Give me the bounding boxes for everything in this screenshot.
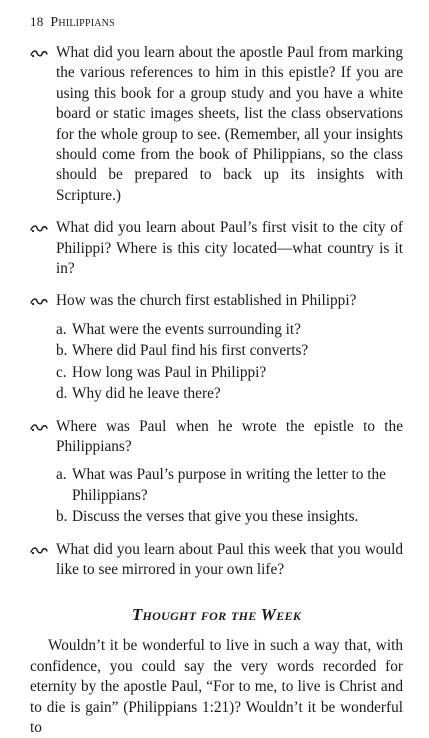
sub-question [56, 507, 403, 527]
discussion-question [30, 417, 403, 458]
sub-question-letter: a. [56, 466, 67, 484]
section-heading: Thought for the Week [131, 605, 302, 625]
swirl-ornament-icon [30, 297, 48, 307]
sub-question-list [56, 465, 403, 527]
sub-question [56, 465, 403, 506]
sub-question [56, 384, 403, 404]
discussion-question [30, 540, 403, 581]
question-text: What did you learn about Paul this week that you would like to see mirrored in your own life? [56, 540, 403, 578]
swirl-ornament-icon [30, 546, 48, 556]
sub-question [56, 341, 403, 361]
discussion-question [30, 218, 403, 279]
sub-question-text: Why did he leave there? [72, 385, 221, 403]
sub-question [56, 363, 403, 383]
book-title: Philippians [50, 15, 115, 30]
sub-question-text: Where did Paul find his first converts? [72, 342, 309, 360]
sub-question-text: What was Paul’s purpose in writing the letter to the Philippians? [72, 466, 386, 504]
sub-question-letter: c. [56, 363, 67, 381]
sub-question-list [56, 320, 403, 405]
swirl-ornament-icon [30, 224, 48, 234]
question-text: How was the church first established in Philippi? [56, 292, 357, 310]
sub-question-letter: d. [56, 385, 68, 403]
swirl-ornament-icon [30, 423, 48, 433]
discussion-question [30, 43, 403, 206]
swirl-ornament-icon [30, 49, 48, 59]
question-text: Where was Paul when he wrote the epistle to the Philippians? [56, 417, 403, 455]
sub-question-text: How long was Paul in Philippi? [72, 363, 267, 381]
sub-question-letter: a. [56, 320, 67, 338]
page-number: 18 [30, 14, 44, 29]
sub-question-text: Discuss the verses that give you these insights. [72, 508, 359, 526]
sub-question-text: What were the events surrounding it? [72, 320, 301, 338]
question-text: What did you learn about Paul’s first visit to the city of Philippi? Where is this city located—what country is it in? [56, 219, 403, 278]
question-text: What did you learn about the apostle Paul from marking the various references to him in this epistle? If you are using this book for a group study and you have a white board or static images sheets, list the class observations for the whole group to see. (Remember, all your insights should come from the book of Philippians, so the class should be prepared to back up its insights with Scripture.) [56, 44, 403, 204]
discussion-question [30, 291, 403, 311]
body-paragraph: Wouldn’t it be wonderful to live in such a way that, with confidence, you could say the very words recorded for eternity by the apostle Paul, “For to me, to live is Christ and to die is gain” (Philippians 1:21)? Wouldn’t it be wonderful to [30, 637, 403, 736]
sub-question-letter: b. [56, 508, 68, 526]
sub-question-letter: b. [56, 342, 68, 360]
running-head [30, 14, 403, 31]
sub-question [56, 320, 403, 340]
